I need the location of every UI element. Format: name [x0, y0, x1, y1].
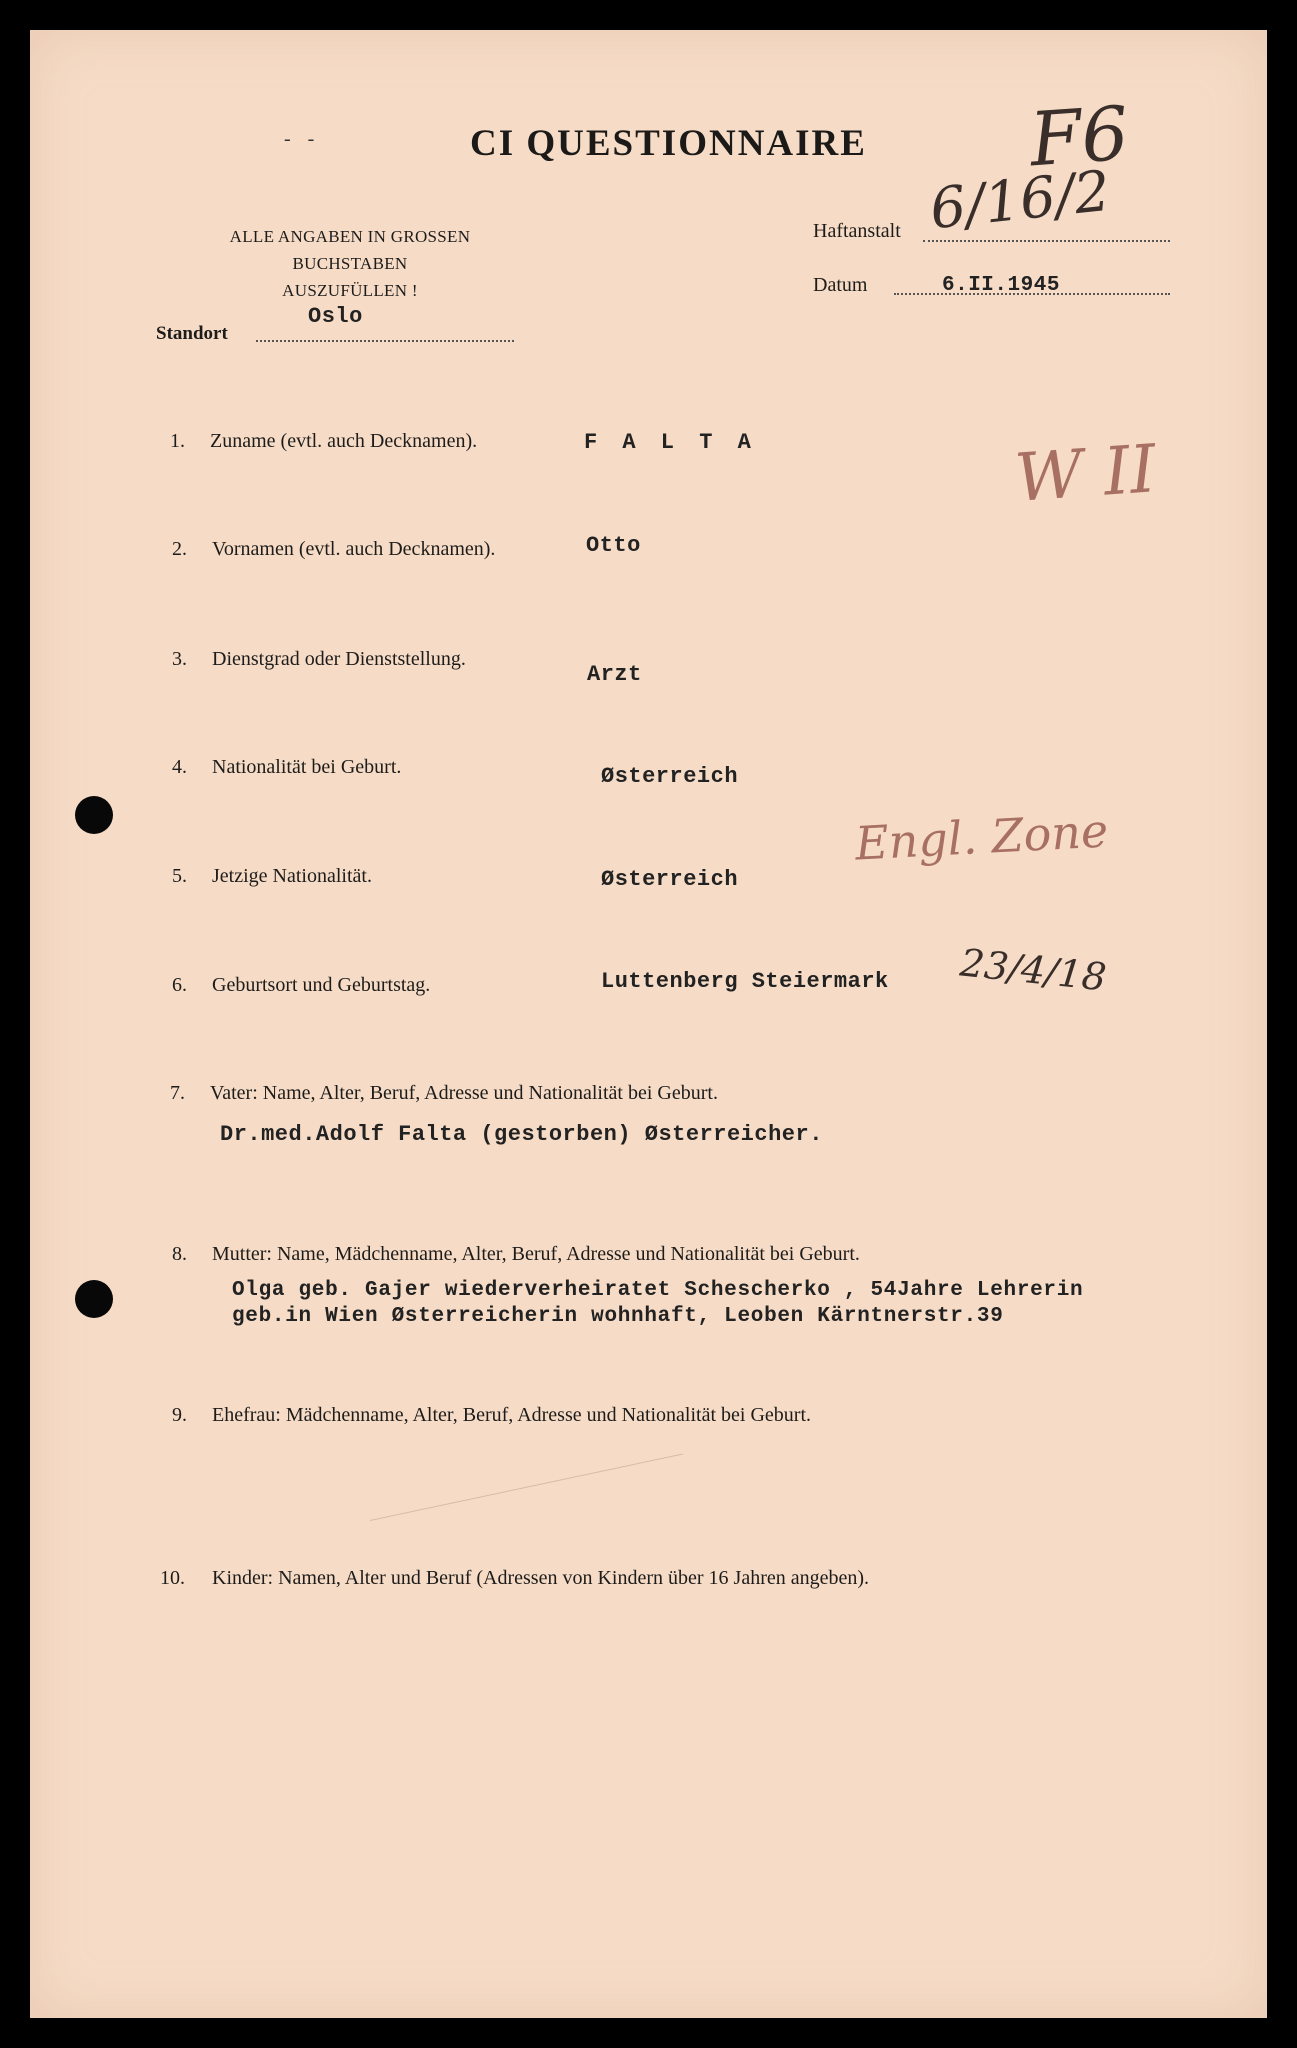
page-title: CI QUESTIONNAIRE: [470, 123, 867, 164]
question-3: [172, 648, 466, 671]
question-number: 9.: [172, 1404, 187, 1426]
question-number: 8.: [172, 1243, 187, 1265]
answer-1: F A L T A: [584, 430, 757, 455]
handwritten-birth-date: 23/4/18: [958, 940, 1109, 1000]
question-6: [172, 974, 430, 997]
instruction-line-2: AUSZUFÜLLEN !: [282, 281, 418, 300]
question-number: 10.: [160, 1567, 185, 1589]
question-9: [172, 1404, 811, 1427]
question-10: [160, 1567, 869, 1590]
standort-value: Oslo: [308, 304, 363, 329]
question-4: [172, 756, 401, 779]
answer-2: Otto: [586, 533, 641, 558]
answer-6: Luttenberg Steiermark: [601, 969, 889, 994]
datum-label: Datum: [813, 274, 868, 296]
handwritten-nationality-note: Engl. Zone: [853, 803, 1110, 871]
answer-4: Østerreich: [601, 764, 739, 789]
faint-stroke: [370, 1453, 683, 1521]
question-2: [172, 538, 495, 561]
question-label: Vornamen (evtl. auch Decknamen).: [212, 538, 496, 560]
handwritten-zone-mark: W II: [1012, 430, 1159, 517]
question-label: Nationalität bei Geburt.: [212, 756, 402, 778]
standort-label: Standort: [156, 323, 228, 344]
datum-value: 6.II.1945: [942, 274, 1060, 297]
punch-hole-top: [75, 796, 113, 834]
question-label: Kinder: Namen, Alter und Beruf (Adressen von Kindern über 16 Jahren angeben).: [212, 1567, 870, 1589]
haftanstalt-value: 6/16/2: [927, 158, 1114, 243]
question-label: Mutter: Name, Mädchenname, Alter, Beruf, Adresse und Nationalität bei Geburt.: [212, 1243, 860, 1265]
question-label: Jetzige Nationalität.: [212, 865, 372, 887]
question-number: 4.: [172, 756, 187, 778]
answer-8-line-2: geb.in Wien Østerreicherin wohnhaft, Leoben Kärntnerstr.39: [232, 1305, 1004, 1328]
haftanstalt-line: [923, 240, 1170, 242]
question-5: [172, 865, 372, 888]
stray-marks: - -: [284, 128, 321, 150]
question-label: Geburtsort und Geburtstag.: [212, 974, 431, 996]
question-number: 3.: [172, 648, 187, 670]
corner-mark: F6: [1027, 90, 1132, 184]
answer-5: Østerreich: [601, 867, 739, 892]
question-1: [170, 430, 477, 453]
question-8: [172, 1243, 860, 1266]
haftanstalt-label: Haftanstalt: [813, 220, 901, 242]
standort-line: [256, 340, 514, 342]
questionnaire-sheet: [30, 30, 1267, 2018]
instruction-line-1: ALLE ANGABEN IN GROSSEN BUCHSTABEN: [229, 227, 471, 273]
question-number: 2.: [172, 538, 187, 560]
answer-7: Dr.med.Adolf Falta (gestorben) Østerreicher.: [220, 1122, 823, 1147]
question-label: Zuname (evtl. auch Decknamen).: [210, 430, 478, 452]
question-label: Vater: Name, Alter, Beruf, Adresse und Nationalität bei Geburt.: [210, 1082, 718, 1104]
question-label: Ehefrau: Mädchenname, Alter, Beruf, Adresse und Nationalität bei Geburt.: [212, 1404, 812, 1426]
instructions: [185, 223, 515, 304]
question-7: [170, 1082, 718, 1105]
punch-hole-bottom: [75, 1280, 113, 1318]
question-number: 5.: [172, 865, 187, 887]
answer-3: Arzt: [587, 662, 642, 687]
question-number: 6.: [172, 974, 187, 996]
answer-8-line-1: Olga geb. Gajer wiederverheiratet Schescherko , 54Jahre Lehrerin: [232, 1279, 1084, 1302]
question-number: 7.: [170, 1082, 185, 1104]
question-label: Dienstgrad oder Dienststellung.: [212, 648, 466, 670]
question-number: 1.: [170, 430, 185, 452]
